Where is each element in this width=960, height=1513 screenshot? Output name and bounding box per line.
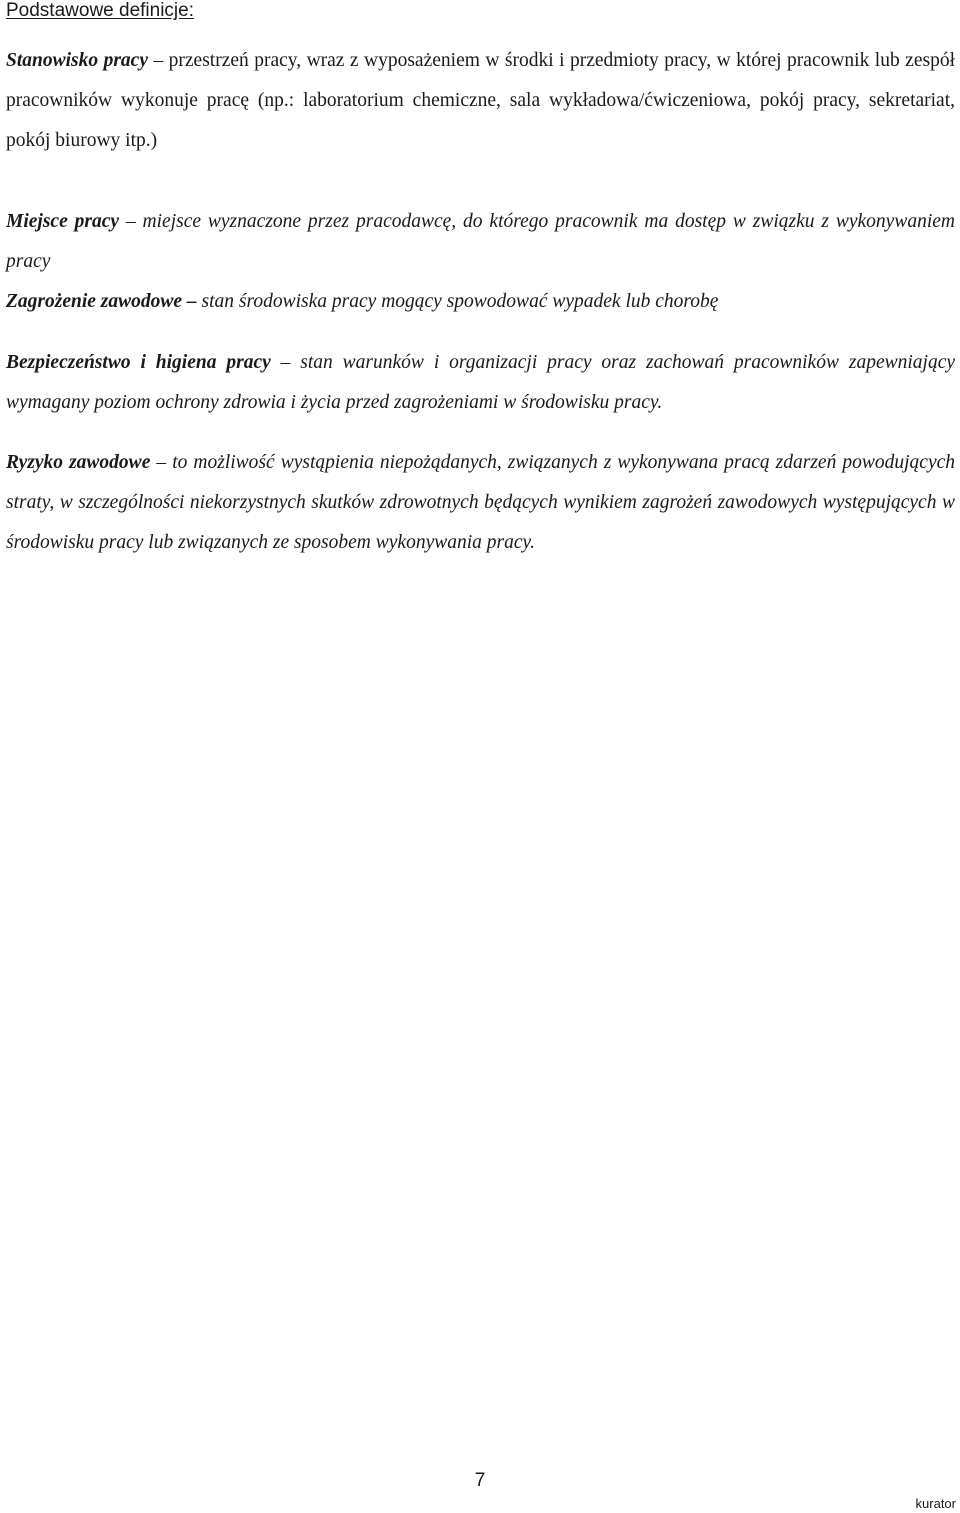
definition-ryzyko-zawodowe <box>6 443 955 564</box>
definition-dash: – <box>156 452 167 473</box>
definition-zagrozenie-zawodowe <box>6 282 955 322</box>
page-number: 7 <box>474 1470 486 1491</box>
definition-dash: – <box>153 50 164 71</box>
definition-dash: – <box>280 352 291 373</box>
definition-term: Ryzyko zawodowe <box>6 452 151 473</box>
definition-bhp <box>6 343 955 423</box>
definition-miejsce-pracy <box>6 202 955 282</box>
definition-term: Stanowisko pracy <box>6 50 148 71</box>
definition-dash: – <box>186 291 197 312</box>
section-heading: Podstawowe definicje: <box>6 0 194 21</box>
definition-term: Zagrożenie zawodowe <box>6 291 183 312</box>
definition-term: Bezpieczeństwo i higiena pracy <box>6 352 271 373</box>
definition-stanowisko-pracy <box>6 41 955 162</box>
definition-body: stan warunków i organizacji pracy oraz zachowań pracowników zapewniający wymagany poziom ochrony zdrowia i życia przed zagrożeniami w środowisku pracy. <box>6 352 955 414</box>
footer-tag: kurator <box>915 1496 956 1511</box>
definition-body: miejsce wyznaczone przez pracodawcę, do którego pracownik ma dostęp w związku z wykonywaniem pracy <box>6 211 956 273</box>
definition-body: stan środowiska pracy mogący spowodować wypadek lub chorobę <box>201 291 719 312</box>
definition-body: przestrzeń pracy, wraz z wyposażeniem w środki i przedmioty pracy, w której pracownik lub zespół pracowników wykonuje pracę (np.: laboratorium chemiczne, sala wykładowa/ćwiczeniowa, pokój pracy, sekretariat, pokój biurowy itp.) <box>6 50 955 152</box>
definition-term: Miejsce pracy <box>6 211 120 232</box>
definition-body: to możliwość wystąpienia niepożądanych, związanych z wykonywana pracą zdarzeń powodujących straty, w szczególności niekorzystnych skutków zdrowotnych będących wynikiem zagrożeń zawodowych występujących w środowisku pracy lub związanych ze sposobem wykonywania pracy. <box>6 452 956 554</box>
definition-dash: – <box>125 211 136 232</box>
